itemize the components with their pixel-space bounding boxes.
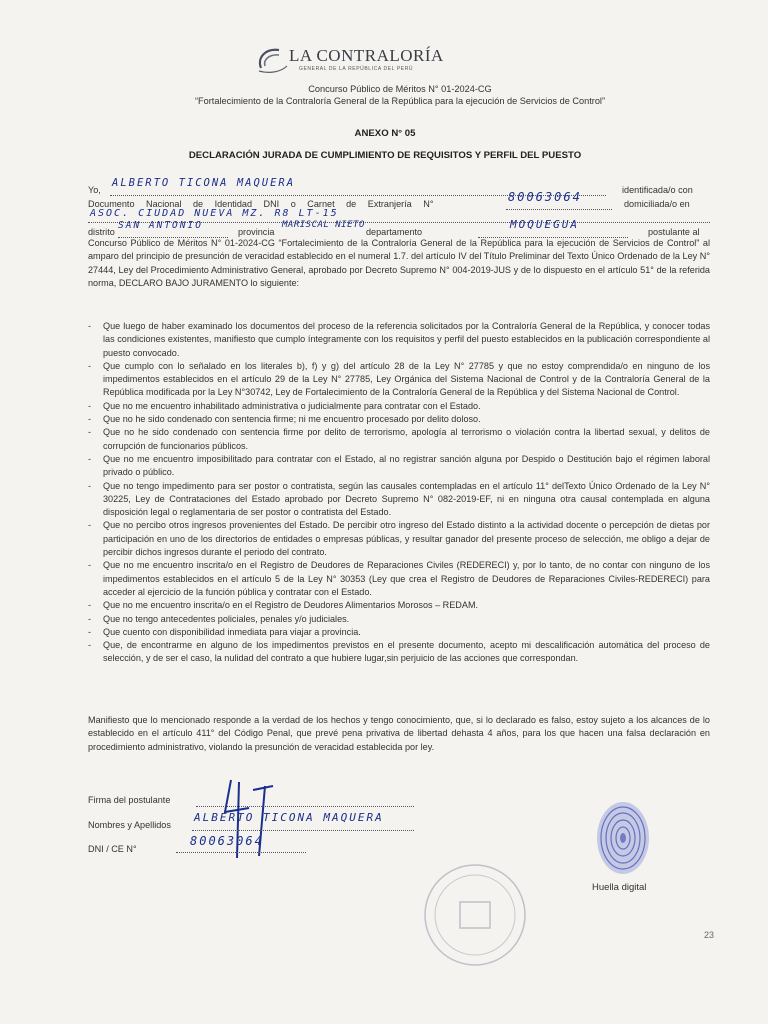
dni-label: DNI / CE N° (88, 844, 137, 854)
signature-label: Firma del postulante (88, 795, 171, 805)
applicant-label: postulante al (648, 227, 700, 237)
contest-subtitle: “Fortalecimiento de la Contraloría General de la República para la ejecución de Servicios de Control” (194, 96, 606, 106)
distrito-handwritten: SAN ANTONIO (118, 220, 203, 231)
declaration-item: - Que no percibo otros ingresos provenientes del Estado. De percibir otro ingreso del Estado distinto a la actividad docente o percepción de dietas por participación en uno de los directorios de entidades o empresas públicas, y resultar ganador del presente proceso de selección, me obligo a dejar de percibir dichos ingresos durante el periodo del contrato. (88, 519, 710, 559)
declaration-item: - Que luego de haber examinado los documentos del proceso de la referencia solicitados por la Contraloría General de la República, y conocer todas las condiciones existentes, manifiesto que cumplo íntegramente con los requisitos y perfil del puesto establecidos en la publicación correspondiente al puesto convocado. (88, 320, 710, 360)
logo-mark-icon (255, 44, 289, 74)
names-handwritten: ALBERTO TICONA MAQUERA (194, 811, 384, 824)
declaration-item: - Que no me encuentro inhabilitado administrativa o judicialmente para contratar con el Estado. (88, 400, 710, 413)
declarations-list (88, 320, 710, 666)
intro-paragraph: Concurso Público de Méritos N° 01-2024-CG “Fortalecimiento de la Contraloría General de la República para la ejecución de Servicios de Control” al amparo del principio de presunción de veracidad establecido en el numeral 1.7. del artículo IV del Título Preliminar del Texto Único Ordenado de la Ley N° 27444, Ley del Procedimiento Administrativo General, aprobado por Decreto Supremo N° 004-2019-JUS y de lo dispuesto en el artículo 51° de la referida norma, DECLARO BAJO JURAMENTO lo siguiente: (88, 238, 710, 288)
declaration-item: - Que no tengo antecedentes policiales, penales y/o judiciales. (88, 613, 710, 626)
dni-signature-handwritten: 80063064 (190, 834, 264, 848)
departamento-handwritten: MOQUEGUA (510, 218, 579, 231)
names-label: Nombres y Apellidos (88, 820, 171, 830)
declaration-item: - Que no he sido condenado con sentencia firme; ni me encuentro procesado por delito doloso. (88, 413, 710, 426)
document-label: Documento Nacional de Identidad DNI o Carnet de Extranjería N° (88, 199, 434, 209)
logo-subtitle: GENERAL DE LA REPÚBLICA DEL PERÚ (299, 66, 414, 72)
distrito-label: distrito (88, 227, 115, 237)
declaration-item: - Que no me encuentro imposibilitado para contratar con el Estado, al no registrar sanción alguna por Despido o Destitución bajo el régimen laboral privado o público. (88, 453, 710, 480)
fingerprint-label: Huella digital (592, 882, 647, 893)
logo (255, 44, 455, 74)
declaration-item: - Que no tengo impedimento para ser postor o contratista, según las causales contempladas en el artículo 11° delTexto Único Ordenado de la Ley N° 30225, Ley de Contrataciones del Estado aprobado por Decreto Supremo N° 082-2019-EF, ni en ninguna otra causal contemplada en alguna disposición legal o reglamentaria de ser postor o contratista del Estado. (88, 480, 710, 520)
dni-handwritten: 80063064 (508, 190, 582, 204)
declaration-item: - Que cuento con disponibilidad inmediata para viajar a provincia. (88, 626, 710, 639)
yo-label: Yo, (88, 185, 101, 195)
fingerprint-icon (592, 798, 654, 878)
declaration-item: - Que cumplo con lo señalado en los literales b), f) y g) del artículo 28 de la Ley N° 27785 y que no estoy comprendida/o en ninguno de los impedimentos establecidos en el artículo 29 de la Ley N° 27785, Ley Orgánica del Sistema Nacional de Control y de la Contraloría General de la República modificada por la Ley N°30742, Ley de Fortalecimiento de la Contraloría General de la República y del Sistema Nacional de Control. (88, 360, 710, 400)
declaration-item: - Que, de encontrarme en alguno de los impedimentos previstos en el presente documento, acepto mi descalificación automática del proceso de selección, y de ser el caso, la nulidad del contrato a que hubiere lugar,sin perjuicio de las acciones que correspondan. (88, 639, 710, 666)
departamento-label: departamento (366, 227, 423, 237)
official-stamp-icon (420, 860, 530, 970)
provincia-handwritten: MARISCAL NIETO (282, 220, 365, 230)
closing-paragraph: Manifiesto que lo mencionado responde a la verdad de los hechos y tengo conocimiento, que, si lo declarado es falso, estoy sujeto a los alcances de lo establecido en el artículo 411° del Código Penal, que prevé pena privativa de libertad dehasta 4 años, para los que hacen una falsa declaración en procedimiento administrativo, violando la presunción de veracidad establecida por ley. (88, 715, 710, 752)
declaration-item: - Que no me encuentro inscrita/o en el Registro de Deudores Alimentarios Morosos – REDAM. (88, 599, 710, 612)
contest-title: Concurso Público de Méritos N° 01-2024-CG (308, 84, 492, 94)
identified-label: identificada/o con (622, 185, 693, 195)
domiciled-label: domiciliada/o en (624, 199, 690, 209)
declaration-item: - Que no me encuentro inscrita/o en el Registro de Deudores de Reparaciones Civiles (REDERECI) y, por lo tanto, de no contar con ninguno de los impedimentos establecidos en el artículo 5 de la Ley N° 30353 (Ley que crea el Registro de Deudores de Reparaciones Civiles-REDERECI) para acceder al ejercicio de la función pública y contratar con el Estado. (88, 559, 710, 599)
provincia-label: provincia (238, 227, 275, 237)
document-title: DECLARACIÓN JURADA DE CUMPLIMIENTO DE REQUISITOS Y PERFIL DEL PUESTO (188, 150, 582, 161)
address-handwritten: ASOC. CIUDAD NUEVA MZ. R8 LT-15 (90, 208, 339, 219)
declaration-item: - Que no he sido condenado con sentencia firme por delito de terrorismo, apología al terrorismo o violación contra la libertad sexual, y delitos de corrupción de funcionarios públicos. (88, 426, 710, 453)
logo-name: LA CONTRALORÍA (289, 46, 444, 65)
page-number: 23 (704, 930, 715, 940)
applicant-name-handwritten: ALBERTO TICONA MAQUERA (112, 177, 296, 189)
annex-number: ANEXO N° 05 (354, 128, 416, 139)
